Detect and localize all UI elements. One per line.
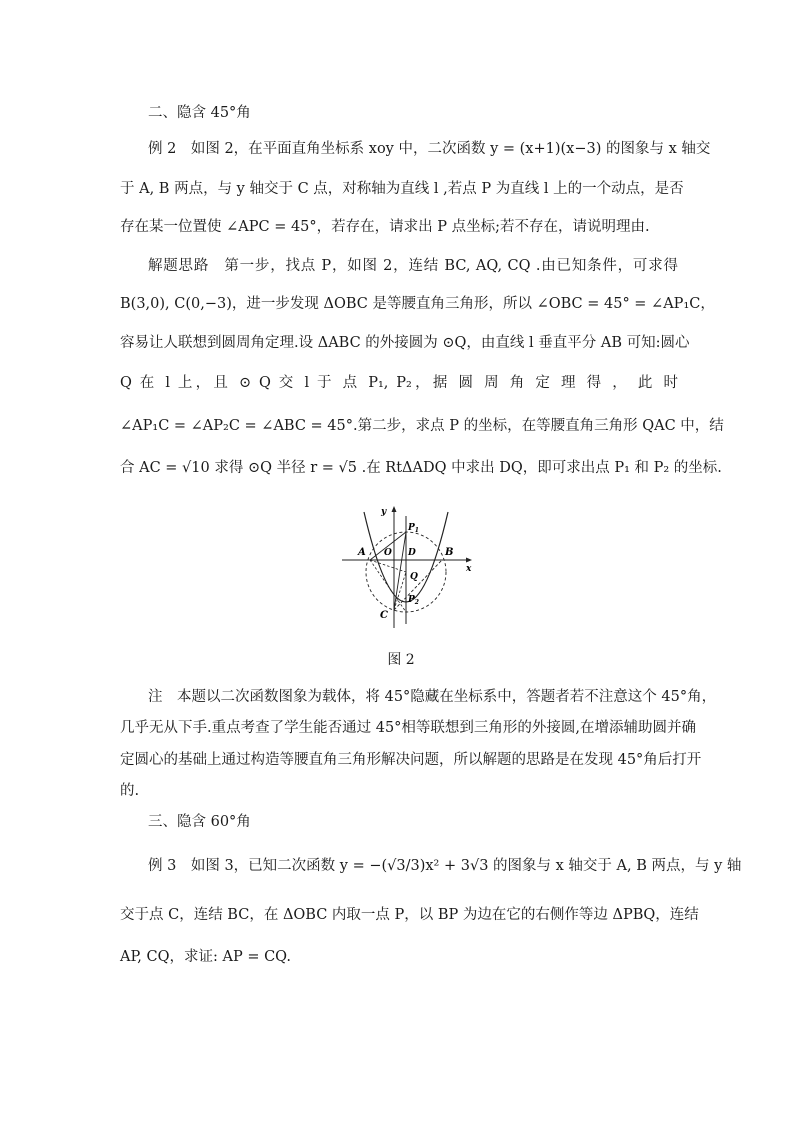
figure-caption: 图 2 (387, 652, 415, 668)
x-axis-arrow (466, 558, 472, 563)
label-P1: $P_1$ (408, 523, 419, 534)
section-heading-60: 三、隐含 60°角 (148, 814, 251, 830)
note-line-3: 定圆心的基础上通过构造等腰直角三角形解决问题，所以解题的思路是在发现 45°角后打开 (120, 752, 702, 768)
note-line-1: 注 本题以二次函数图象为载体，将 45°隐藏在坐标系中，答题者若不注意这个 45°角， (148, 689, 717, 705)
solution-line-3: 容易让人联想到圆周角定理.设 ΔABC 的外接圆为 ⊙Q，由直线 l 垂直平分 AB 可知:圆心 (120, 335, 690, 351)
label-x-axis: x (466, 564, 472, 574)
label-P2: $P_2$ (408, 595, 419, 606)
section-heading-45: 二、隐含 45°角 (148, 105, 251, 121)
solution-line-5: ∠AP₁C = ∠AP₂C = ∠ABC = 45°.第二步，求点 P 的坐标，在等腰直角三角形 QAC 中，结 (120, 418, 724, 434)
label-B: B (445, 547, 454, 558)
label-Q: Q (410, 572, 418, 582)
segment-C-Q (394, 572, 406, 610)
example2-line-3: 存在某一位置使 ∠APC = 45°，若存在，请求出 P 点坐标;若不存在，请说明理由. (120, 219, 650, 235)
segment-C-P1 (394, 532, 406, 610)
solution-line-2: B(3,0), C(0,−3)，进一步发现 ΔOBC 是等腰直角三角形，所以 ∠OBC = 45° = ∠AP₁C， (120, 296, 715, 312)
example2-line-2: 于 A, B 两点，与 y 轴交于 C 点，对称轴为直线 l ,若点 P 为直线 l 上的一个动点，是否 (120, 181, 684, 197)
solution-line-1: 解题思路 第一步，找点 P，如图 2，连结 BC, AQ, CQ .由已知条件，可求得 (148, 258, 678, 274)
label-C: C (380, 610, 388, 621)
label-y-axis: y (381, 507, 387, 517)
y-axis-arrow (392, 506, 397, 512)
example3-line-1: 例 3 如图 3，已知二次函数 y = −(√3/3)x² + 3√3 的图象与 x 轴交于 A, B 两点，与 y 轴 (148, 858, 742, 874)
solution-line-6: 合 AC = √10 求得 ⊙Q 半径 r = √5 .在 RtΔADQ 中求出 DQ，即可求出点 P₁ 和 P₂ 的坐标. (120, 460, 722, 476)
label-D: D (408, 548, 416, 558)
example2-line-1: 例 2 如图 2，在平面直角坐标系 xoy 中，二次函数 y = (x+1)(x−3) 的图象与 x 轴交 (148, 141, 711, 157)
label-O: O (384, 548, 392, 558)
note-line-4: 的. (120, 783, 140, 799)
solution-line-4: Q 在 l 上，且 ⊙ Q 交 l 于 点 P₁, P₂，据 圆 周 角 定 理 得 ， 此 时 (120, 375, 678, 391)
note-line-2: 几乎无从下手.重点考查了学生能否通过 45°相等联想到三角形的外接圆,在增添辅助圆并确 (120, 720, 697, 736)
example3-line-3: AP, CQ，求证: AP = CQ. (120, 949, 291, 965)
example3-line-2: 交于点 C，连结 BC，在 ΔOBC 内取一点 P，以 BP 为边在它的右侧作等边 ΔPBQ，连结 (120, 907, 699, 923)
figure-2-graph (338, 500, 478, 632)
label-A: A (358, 547, 366, 558)
